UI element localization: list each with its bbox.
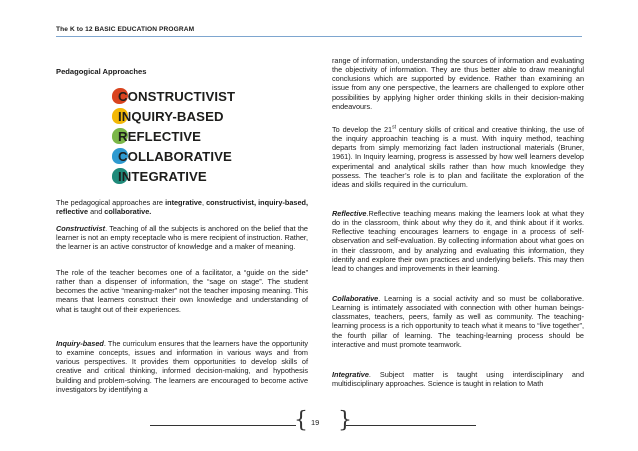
collaborative-paragraph	[332, 294, 584, 349]
reflective-paragraph	[332, 209, 584, 273]
integrative-term: Integrative	[332, 370, 369, 379]
constructivist-term: Constructivist	[56, 224, 106, 233]
collaborative-term: Collaborative	[332, 294, 379, 303]
intro-comma: ,	[201, 198, 207, 207]
program-title: The K to 12 BASIC EDUCATION PROGRAM	[56, 26, 195, 33]
intro-constructivist: constructivist,	[206, 198, 256, 207]
header-divider	[56, 36, 582, 37]
approach-label: INTEGRATIVE	[118, 168, 207, 184]
integrative-paragraph	[332, 370, 584, 388]
century-sup: st	[392, 124, 396, 131]
integrative-text: . Subject matter is taught using interdisciplinary and multidisciplinary approaches. Science is taught in relation to Math	[332, 370, 584, 389]
approach-label: COLLABORATIVE	[118, 148, 232, 164]
intro-text: The pedagogical approaches are	[56, 198, 166, 207]
approach-item	[112, 106, 282, 126]
century-pre: To develop the 21	[332, 125, 393, 134]
reflective-term: Reflective	[332, 209, 367, 218]
page-number: 19	[311, 418, 320, 427]
section-title: Pedagogical Approaches	[56, 67, 147, 76]
approach-label: INQUIRY-BASED	[118, 108, 224, 124]
constructivist-paragraph	[56, 224, 308, 251]
approach-item	[112, 86, 282, 106]
intro-paragraph	[56, 198, 308, 216]
footer-brace-right: }	[338, 408, 352, 433]
constructivist-text: . Teaching of all the subjects is anchored on the belief that the learner is not an empty receptacle who is mere recipient of instruction. Rather, the learner is an active constructor of knowledge and a maker of meaning.	[56, 224, 308, 252]
footer-rule-right	[346, 425, 476, 426]
footer-rule-left	[150, 425, 296, 426]
approach-item	[112, 166, 282, 186]
approach-item	[112, 146, 282, 166]
intro-integrative: integrative	[165, 198, 202, 207]
approach-item	[112, 126, 282, 146]
inquiry-term: Inquiry-based	[56, 339, 104, 348]
approaches-graphic	[112, 86, 282, 186]
collaborative-text: . Learning is a social activity and so must be collaborative. Learning is intimately associated with connection with other human beings- classmates, teachers, peers, family as well as community. The teaching-learning process is a rich opportunity to teach what it means to “live together”, the fourth pillar of learning. The teaching-learning process should be interactive and must promote teamwork.	[332, 294, 584, 349]
century-post: century skills of critical and creative thinking, the use of the inquiry approachin teaching is a must. With inquiry method, teaching departs from simply memorizing fact laden instructional materials (Bruner, 1961). In Inquiry learning, progress is assessed by how well learners develop experimental and analytical skills rather than how much knowledge they possess. The teacher’s role is to plan and facilitate the exploration of the ideas and skills required in the curriculum.	[332, 125, 584, 189]
approach-label: REFLECTIVE	[118, 128, 202, 144]
inquiry-paragraph	[56, 339, 308, 394]
continuation-paragraph: range of information, understanding the sources of information and evaluating the objectivity of information. They are thus better able to draw meaningful conclusions which are supported by evidence. Rather than examining an issue from any one perspective, the learners are challenged to explore other possibilities by applying higher order thinking skills in their decision-making endeavours.	[332, 56, 584, 111]
intro-inquiry-reflective: inquiry-based, reflective	[56, 198, 308, 217]
intro-and: and	[88, 207, 105, 217]
reflective-text: .Reflective teaching means making the learners look at what they do in the classroom, think about why they do it, and think about if it works. Reflective teaching encourages learners to engage in a process of self-observation and self-evaluation. By collecting information about what goes on in their classroom, and by analyzing and evaluating this information, they identify and explore their own practices and underlying beliefs. This may then lead to changes and improvements in their learning.	[332, 209, 584, 273]
intro-collaborative: collaborative.	[104, 207, 152, 217]
inquiry-text: . The curriculum ensures that the learners have the opportunity to examine concepts, issues and information in various ways and from various perspectives. It provides them opportunities to develop skills of creative and critical thinking, informed decision-making, and hypothesis building and problem-solving. The learners are encouraged to become active investigators by identifying a	[56, 339, 308, 394]
teacher-role-paragraph: The role of the teacher becomes one of a facilitator, a “guide on the side” rather than a dispenser of information, the “sage on stage”. The student becomes the active “meaning-maker” not the teacher imposing meaning. This means that learners construct their own knowledge and understanding of what is taught out of their experiences.	[56, 268, 308, 314]
century-skills-paragraph	[332, 125, 584, 189]
footer-brace-left: {	[294, 408, 308, 433]
approach-label: CONSTRUCTIVIST	[118, 88, 236, 104]
